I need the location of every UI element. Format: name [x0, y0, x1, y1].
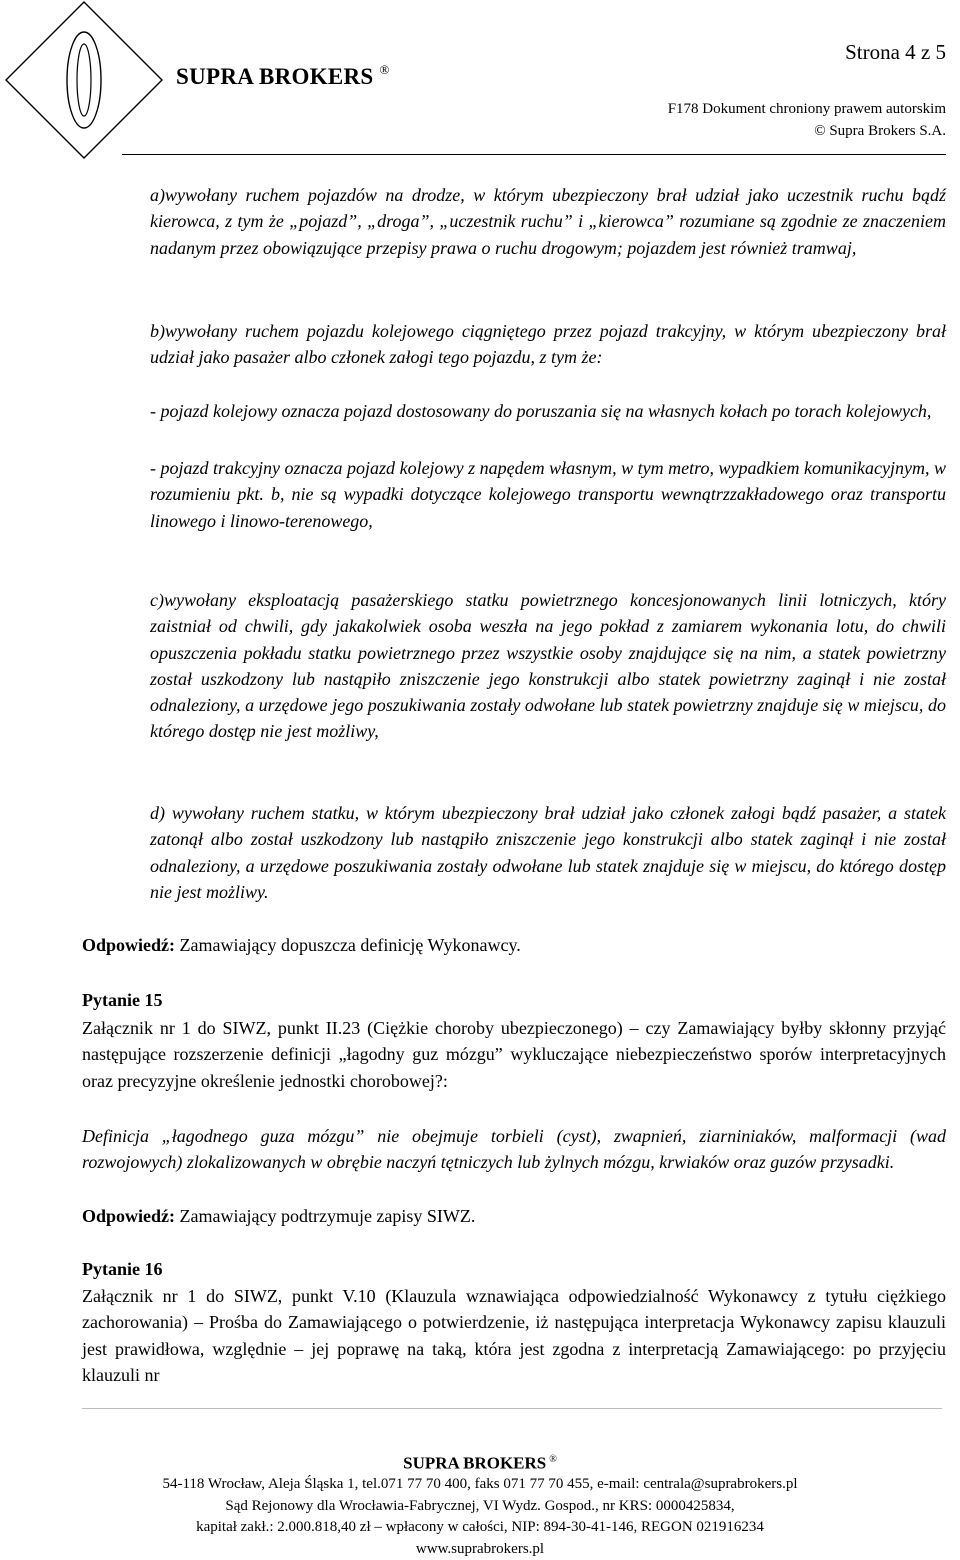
- header-divider: [122, 154, 946, 155]
- answer-14: [82, 932, 946, 958]
- clause-c: c)wywołany eksploatacją pasażerskiego statku powietrznego koncesjonowanych linii lotniczych, który zaistniał od chwili, gdy jakakolwiek osoba weszła na jego pokład z zamiarem wykonania lotu, do chwili opuszczenia pokładu statku powietrznego przez wszystkie osoby znajdujące się na nim, a statek powietrzny został uszkodzony lub nastąpiło zniszczenie jego konstrukcji albo statek powietrzny zaginął i nie został odnaleziony, a urzędowe jego poszukiwania zostały odwołane lub statek powietrzny znajduje się w miejscu, do którego dostęp nie jest możliwy,: [150, 590, 946, 742]
- footer-address: 54-118 Wrocław, Aleja Śląska 1, tel.071 77 70 400, faks 071 77 70 455, e-mail: centrala@suprabrokers.pl: [162, 1476, 798, 1493]
- question-15-definition: Definicja „łagodnego guza mózgu” nie obejmuje torbieli (cyst), zwapnień, ziarniniaków, malformacji (wad rozwojowych) zlokalizowanych w obrębie naczyń tętniczych lub żylnych mózgu, krwiaków oraz guzów przysadki.: [82, 1126, 946, 1173]
- clause-d: d) wywołany ruchem statku, w którym ubezpieczony brał udział jako członek załogi bądź pasażer, a statek zatonął albo został uszkodzony lub nastąpiło zniszczenie jego konstrukcji albo statek zaginął i nie został odnaleziony, a urzędowe poszukiwania zostały odwołane lub statek znajduje się w miejscu, do którego dostęp nie jest możliwy.: [150, 803, 946, 902]
- page-number: Strona 4 z 5: [845, 40, 946, 64]
- question-16-text: Załącznik nr 1 do SIWZ, punkt V.10 (Klauzula wznawiająca odpowiedzialność Wykonawcy z tytułu ciężkiego zachorowania) – Prośba do Zamawiającego o potwierdzenie, iż następująca interpretacja Wykonawcy zapisu klauzuli jest prawidłowa, względnie – jej poprawę na taką, która jest zgodna z interpretacją Zamawiającego: po przyjęciu klauzuli nr: [82, 1286, 946, 1385]
- question-15-title: Pytanie 15: [82, 990, 163, 1010]
- question-15-text: Załącznik nr 1 do SIWZ, punkt II.23 (Ciężkie choroby ubezpieczonego) – czy Zamawiający byłby skłonny przyjąć następujące rozszerzenie definicji „łagodny guz mózgu” wykluczające niebezpieczeństwo sporów interpretacyjnych oraz precyzyjne określenie jednostki chorobowej?:: [82, 1018, 946, 1091]
- answer-14-text: Zamawiający dopuszcza definicję Wykonawcy.: [175, 935, 521, 955]
- clause-a: a)wywołany ruchem pojazdów na drodze, w którym ubezpieczony brał udział jako uczestnik ruchu bądź kierowca, z tym że „pojazd”, „droga”, „uczestnik ruchu” i „kierowca” rozumiane są zgodnie ze znaczeniem nadanym przez obowiązujące przepisy prawa o ruchu drogowym; pojazdem jest również tramwaj,: [150, 185, 946, 258]
- clause-b-railway-vehicle: - pojazd kolejowy oznacza pojazd dostosowany do poruszania się na własnych kołach po torach kolejowych,: [150, 401, 932, 421]
- footer-court-registry: Sąd Rejonowy dla Wrocławia-Fabrycznej, VI Wydz. Gospod., nr KRS: 0000425834,: [225, 1497, 735, 1514]
- footer-brand: SUPRA BROKERS ®: [403, 1453, 557, 1473]
- answer-15: [82, 1203, 946, 1229]
- answer-15-text: Zamawiający podtrzymuje zapisy SIWZ.: [175, 1206, 476, 1226]
- clause-b: b)wywołany ruchem pojazdu kolejowego ciągniętego przez pojazd trakcyjny, w którym ubezpieczony brał udział jako pasażer albo członek załogi tego pojazdu, z tym że:: [150, 321, 946, 368]
- footer: [0, 1449, 960, 1560]
- copyright-line-2: © Supra Brokers S.A.: [814, 123, 946, 139]
- footer-divider: [82, 1408, 942, 1409]
- footer-registered-mark: ®: [549, 1454, 557, 1465]
- copyright-note: [668, 98, 946, 142]
- clause-b-traction-vehicle: - pojazd trakcyjny oznacza pojazd kolejowy z napędem własnym, w tym metro, wypadkiem komunikacyjnym, w rozumieniu pkt. b, nie są wypadki dotyczące kolejowego transportu wewnątrzzakładowego oraz transportu linowego i linowo-terenowego,: [150, 458, 946, 531]
- footer-capital: kapitał zakł.: 2.000.818,40 zł – wpłacony w całości, NIP: 894-30-41-146, REGON 021916234: [196, 1519, 764, 1536]
- answer-label: Odpowiedź:: [82, 935, 176, 955]
- question-16-title: Pytanie 16: [82, 1259, 163, 1279]
- answer-label: Odpowiedź:: [82, 1206, 176, 1226]
- copyright-line-1: F178 Dokument chroniony prawem autorskim: [667, 101, 946, 117]
- supra-brokers-logo: [4, 0, 164, 160]
- header-brand: SUPRA BROKERS ®: [176, 62, 390, 89]
- registered-mark: ®: [379, 62, 390, 77]
- footer-website: www.suprabrokers.pl: [415, 1540, 545, 1557]
